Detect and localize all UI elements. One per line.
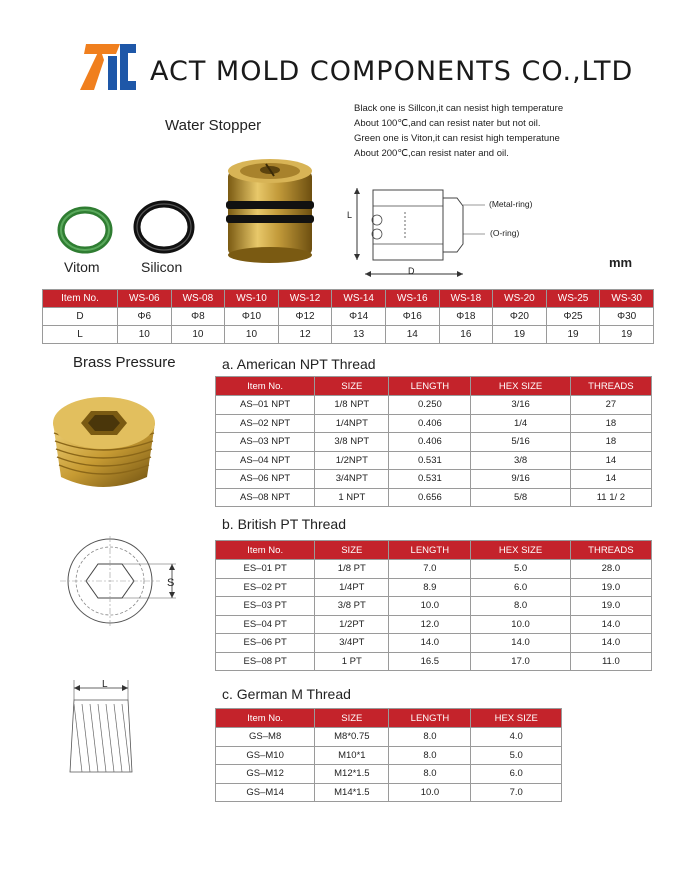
note-line: Green one is Viton,it can resist high temperatune: [354, 133, 560, 144]
table-cell: ES–08 PT: [216, 652, 315, 671]
column-header: HEX SIZE: [471, 709, 562, 728]
table-row: [216, 746, 562, 765]
table-cell: 8.0: [471, 597, 570, 616]
table-cell: 5.0: [471, 746, 562, 765]
dim-s-label: S: [167, 577, 175, 589]
table-cell: Φ10: [225, 308, 279, 326]
table-cell: 6.0: [471, 765, 562, 784]
table-row: [216, 634, 652, 653]
table-cell: 1/8 NPT: [315, 396, 389, 415]
note-line: Black one is Sillcon,it can nesist high temperature: [354, 103, 564, 114]
column-header: LENGTH: [389, 541, 471, 560]
column-header: WS-14: [332, 290, 386, 308]
table-cell: 1 PT: [315, 652, 389, 671]
column-header: WS-25: [546, 290, 600, 308]
table-cell: 18: [570, 433, 651, 452]
table-row: [216, 433, 652, 452]
viton-o-ring-image: [55, 204, 115, 256]
table-cell: Φ30: [600, 308, 654, 326]
table-row: [216, 414, 652, 433]
table-row: [43, 308, 654, 326]
table-cell: 1/2PT: [315, 615, 389, 634]
column-header: THREADS: [570, 541, 651, 560]
table-cell: 6.0: [471, 578, 570, 597]
table-cell: 0.406: [389, 414, 471, 433]
column-header: HEX SIZE: [471, 541, 570, 560]
m-thread-title: c. German M Thread: [222, 686, 351, 702]
table-cell: AS–01 NPT: [216, 396, 315, 415]
table-cell: AS–04 NPT: [216, 451, 315, 470]
table-cell: ES–06 PT: [216, 634, 315, 653]
table-cell: 18: [570, 414, 651, 433]
table-cell: 19: [493, 326, 547, 344]
dim-l-label: L: [347, 210, 353, 220]
unit-label: mm: [609, 255, 633, 270]
table-cell: 19.0: [570, 578, 651, 597]
table-cell: 3/8: [471, 451, 570, 470]
viton-caption: Vitom: [64, 259, 100, 275]
table-cell: 10.0: [389, 783, 471, 802]
material-notes: [354, 101, 563, 161]
table-row: [216, 728, 562, 747]
table-cell: Φ12: [278, 308, 332, 326]
table-cell: 10: [225, 326, 279, 344]
dim-l-side-label: L: [102, 679, 108, 690]
brass-plug-image: [43, 385, 163, 495]
table-cell: 14: [570, 451, 651, 470]
column-header: SIZE: [315, 541, 389, 560]
table-cell: 27: [570, 396, 651, 415]
table-header-row: [216, 541, 652, 560]
table-cell: 28.0: [570, 560, 651, 579]
table-cell: 3/4NPT: [315, 470, 389, 489]
table-cell: 10.0: [471, 615, 570, 634]
table-cell: ES–04 PT: [216, 615, 315, 634]
silicon-caption: Silicon: [141, 259, 183, 275]
table-cell: 1/2NPT: [315, 451, 389, 470]
table-cell: 16.5: [389, 652, 471, 671]
column-header: SIZE: [315, 377, 389, 396]
table-cell: 0.531: [389, 451, 471, 470]
water-stopper-title: Water Stopper: [165, 117, 262, 134]
table-cell: 14.0: [389, 634, 471, 653]
company-name: ACT MOLD COMPONENTS CO.,LTD: [150, 56, 634, 87]
m-thread-table: [215, 708, 562, 802]
table-row: [216, 578, 652, 597]
column-header: HEX SIZE: [471, 377, 570, 396]
table-cell: 1/4NPT: [315, 414, 389, 433]
table-cell: 7.0: [471, 783, 562, 802]
table-cell: M14*1.5: [315, 783, 389, 802]
table-cell: 0.656: [389, 488, 471, 507]
table-cell: 14.0: [471, 634, 570, 653]
table-cell: 9/16: [471, 470, 570, 489]
table-row: [216, 396, 652, 415]
table-cell: 1 NPT: [315, 488, 389, 507]
note-line: About 100℃,and can resist nater but not oil.: [354, 118, 541, 129]
table-cell: 1/4: [471, 414, 570, 433]
column-header: WS-10: [225, 290, 279, 308]
table-row: [216, 560, 652, 579]
table-cell: Φ14: [332, 308, 386, 326]
table-cell: 10: [171, 326, 225, 344]
table-cell: ES–03 PT: [216, 597, 315, 616]
table-cell: 8.0: [389, 728, 471, 747]
table-cell: 3/16: [471, 396, 570, 415]
column-header: WS-12: [278, 290, 332, 308]
table-cell: Φ25: [546, 308, 600, 326]
table-cell: 12: [278, 326, 332, 344]
column-header: WS-30: [600, 290, 654, 308]
water-stopper-table: [42, 289, 654, 344]
brass-pressure-title: Brass Pressure: [73, 354, 176, 371]
table-cell: 14: [570, 470, 651, 489]
table-cell: 19: [600, 326, 654, 344]
table-cell: 14.0: [570, 634, 651, 653]
table-cell: AS–02 NPT: [216, 414, 315, 433]
table-cell: 14.0: [570, 615, 651, 634]
table-row: [216, 597, 652, 616]
column-header: WS-08: [171, 290, 225, 308]
table-cell: Φ18: [439, 308, 493, 326]
column-header: Item No.: [216, 709, 315, 728]
table-cell: Φ16: [385, 308, 439, 326]
table-cell: 1/8 PT: [315, 560, 389, 579]
table-cell: 5/8: [471, 488, 570, 507]
table-cell: M12*1.5: [315, 765, 389, 784]
table-row: [216, 652, 652, 671]
column-header: WS-06: [118, 290, 172, 308]
table-row: [43, 326, 654, 344]
table-header-row: [216, 709, 562, 728]
table-row: [216, 783, 562, 802]
silicon-o-ring-image: [131, 198, 197, 256]
table-cell: 8.9: [389, 578, 471, 597]
table-cell: 19.0: [570, 597, 651, 616]
table-cell: 10: [118, 326, 172, 344]
table-cell: GS–M12: [216, 765, 315, 784]
table-cell: 13: [332, 326, 386, 344]
metal-ring-label: (Metal-ring): [489, 199, 533, 209]
column-header: Item No.: [216, 541, 315, 560]
table-cell: 11 1/ 2: [570, 488, 651, 507]
column-header: WS-16: [385, 290, 439, 308]
table-cell: 4.0: [471, 728, 562, 747]
company-logo: [80, 42, 138, 90]
table-cell: 11.0: [570, 652, 651, 671]
table-cell: 10.0: [389, 597, 471, 616]
table-cell: D: [43, 308, 118, 326]
table-cell: 19: [546, 326, 600, 344]
plug-side-view-drawing: [62, 678, 142, 778]
table-cell: GS–M10: [216, 746, 315, 765]
table-cell: L: [43, 326, 118, 344]
table-cell: 1/4PT: [315, 578, 389, 597]
water-stopper-image: [220, 153, 320, 263]
dim-d-label: D: [408, 266, 415, 276]
column-header: Item No.: [43, 290, 118, 308]
table-row: [216, 615, 652, 634]
table-cell: Φ20: [493, 308, 547, 326]
table-cell: ES–01 PT: [216, 560, 315, 579]
table-cell: 0.250: [389, 396, 471, 415]
table-header-row: [216, 377, 652, 396]
table-cell: 3/8 NPT: [315, 433, 389, 452]
table-cell: AS–03 NPT: [216, 433, 315, 452]
column-header: Item No.: [216, 377, 315, 396]
table-cell: 5/16: [471, 433, 570, 452]
npt-thread-table: [215, 376, 652, 507]
table-cell: 0.531: [389, 470, 471, 489]
table-cell: 3/4PT: [315, 634, 389, 653]
table-row: [216, 488, 652, 507]
pt-thread-table: [215, 540, 652, 671]
table-cell: Φ8: [171, 308, 225, 326]
npt-thread-title: a. American NPT Thread: [222, 356, 376, 372]
table-row: [216, 470, 652, 489]
table-cell: AS–08 NPT: [216, 488, 315, 507]
table-cell: M8*0.75: [315, 728, 389, 747]
table-header-row: [43, 290, 654, 308]
o-ring-label: (O-ring): [490, 228, 520, 238]
column-header: WS-20: [493, 290, 547, 308]
table-cell: ES–02 PT: [216, 578, 315, 597]
column-header: THREADS: [570, 377, 651, 396]
table-cell: M10*1: [315, 746, 389, 765]
table-cell: 8.0: [389, 746, 471, 765]
column-header: SIZE: [315, 709, 389, 728]
note-line: About 200℃,can resist nater and oil.: [354, 148, 509, 159]
table-cell: 0.406: [389, 433, 471, 452]
table-cell: 8.0: [389, 765, 471, 784]
table-cell: 12.0: [389, 615, 471, 634]
table-cell: 17.0: [471, 652, 570, 671]
table-cell: 3/8 PT: [315, 597, 389, 616]
table-cell: 5.0: [471, 560, 570, 579]
pt-thread-title: b. British PT Thread: [222, 516, 346, 532]
table-cell: GS–M8: [216, 728, 315, 747]
table-cell: 16: [439, 326, 493, 344]
table-cell: GS–M14: [216, 783, 315, 802]
column-header: LENGTH: [389, 709, 471, 728]
table-cell: AS–06 NPT: [216, 470, 315, 489]
table-cell: Φ6: [118, 308, 172, 326]
table-row: [216, 765, 562, 784]
table-cell: 7.0: [389, 560, 471, 579]
column-header: LENGTH: [389, 377, 471, 396]
column-header: WS-18: [439, 290, 493, 308]
table-cell: 14: [385, 326, 439, 344]
table-row: [216, 451, 652, 470]
